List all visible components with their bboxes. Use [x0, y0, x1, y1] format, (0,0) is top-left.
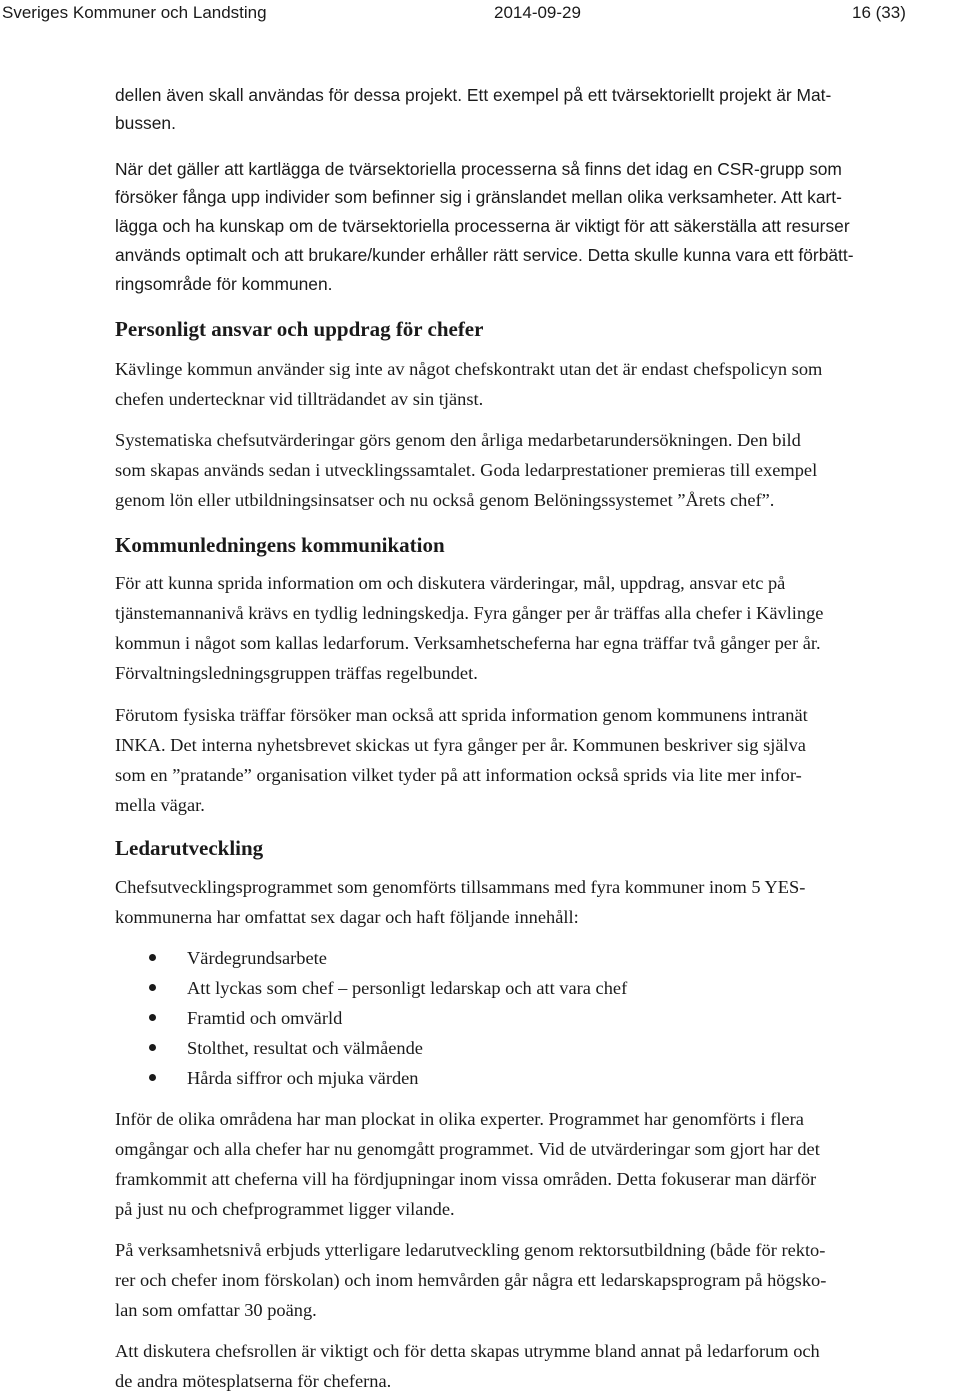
bullet-icon: [149, 1014, 156, 1021]
paragraph-line: På verksamhetsnivå erbjuds ytterligare ledarutveckling genom rektorsutbildning (både för rekto-: [115, 1240, 826, 1260]
paragraph-line: på just nu och chefprogrammet ligger vilande.: [115, 1199, 455, 1219]
paragraph-line: Förvaltningsledningsgruppen träffas regelbundet.: [115, 663, 478, 683]
paragraph-line: Förutom fysiska träffar försöker man också att sprida information genom kommunens intranät: [115, 705, 808, 725]
header-date: 2014-09-29: [494, 3, 581, 22]
paragraph-line: Systematiska chefsutvärderingar görs genom den årliga medarbetarundersökningen. Den bild: [115, 430, 801, 450]
paragraph-line: kommunerna har omfattat sex dagar och haft följande innehåll:: [115, 907, 579, 927]
intro-line: bussen.: [115, 113, 176, 133]
section-heading: Personligt ansvar och uppdrag för chefer: [115, 317, 484, 341]
paragraph-line: INKA. Det interna nyhetsbrevet skickas ut fyra gånger per år. Kommunen beskriver sig själva: [115, 735, 806, 755]
csr-paragraph-line: ringsområde för kommunen.: [115, 274, 333, 294]
bullet-icon: [149, 954, 156, 961]
intro-line: dellen även skall användas för dessa projekt. Ett exempel på ett tvärsektoriellt projekt är Mat-: [115, 85, 832, 105]
paragraph-line: tjänstemannanivå krävs en tydlig ledningskedja. Fyra gånger per år träffas alla chefer i Kävlinge: [115, 603, 824, 623]
list-item: Värdegrundsarbete: [187, 948, 327, 968]
paragraph-line: Inför de olika områdena har man plockat in olika experter. Programmet har genomförts i flera: [115, 1109, 804, 1129]
paragraph-line: genom lön eller utbildningsinsatser och nu också genom Belöningssystemet ”Årets chef”.: [115, 490, 775, 510]
paragraph-line: Kävlinge kommun använder sig inte av något chefskontrakt utan det är endast chefspolicyn som: [115, 359, 823, 379]
paragraph-line: kommun i något som kallas ledarforum. Verksamhetscheferna har egna träffar två gånger per år.: [115, 633, 821, 653]
section-heading: Ledarutveckling: [115, 836, 264, 860]
paragraph-line: framkommit att cheferna vill ha fördjupningar inom vissa områden. Detta fokuserar man därför: [115, 1169, 817, 1189]
section-heading: Kommunledningens kommunikation: [115, 533, 445, 557]
paragraph-line: som skapas används sedan i utvecklingssamtalet. Goda ledarprestationer premieras till exempel: [115, 460, 818, 480]
csr-paragraph-line: används optimalt och att brukare/kunder erhåller rätt service. Detta skulle kunna vara ett förbätt-: [115, 245, 854, 265]
bullet-icon: [149, 1074, 156, 1081]
paragraph-line: lan som omfattar 30 poäng.: [115, 1300, 317, 1320]
paragraph-line: som en ”pratande” organisation vilket tyder på att information också sprids via lite mer infor-: [115, 765, 802, 785]
paragraph-line: mella vägar.: [115, 795, 205, 815]
header-page-number: 16 (33): [852, 3, 906, 22]
paragraph-line: Att diskutera chefsrollen är viktigt och för detta skapas utrymme bland annat på ledarforum och: [115, 1341, 820, 1361]
bullet-icon: [149, 984, 156, 991]
bullet-icon: [149, 1044, 156, 1051]
csr-paragraph-line: lägga och ha kunskap om de tvärsektoriella processerna är viktigt för att säkerställa att resurser: [115, 216, 850, 236]
header-organization: Sveriges Kommuner och Landsting: [2, 3, 267, 22]
list-item: Stolthet, resultat och välmående: [187, 1038, 423, 1058]
list-item: Att lyckas som chef – personligt ledarskap och att vara chef: [187, 978, 628, 998]
paragraph-line: chefen undertecknar vid tillträdandet av sin tjänst.: [115, 389, 484, 409]
paragraph-line: omgångar och alla chefer har nu genomgått programmet. Vid de utvärderingar som gjort har det: [115, 1139, 820, 1159]
list-item: Framtid och omvärld: [187, 1008, 343, 1028]
page-header: [0, 0, 960, 30]
list-item: Hårda siffror och mjuka värden: [187, 1068, 419, 1088]
csr-paragraph-line: När det gäller att kartlägga de tvärsektoriella processerna så finns det idag en CSR-grupp som: [115, 159, 842, 179]
paragraph-line: För att kunna sprida information om och diskutera värderingar, mål, uppdrag, ansvar etc på: [115, 573, 786, 593]
paragraph-line: rer och chefer inom förskolan) och inom hemvården går några ett ledarskapsprogram på högsko-: [115, 1270, 827, 1290]
paragraph-line: de andra mötesplatserna för cheferna.: [115, 1371, 392, 1391]
paragraph-line: Chefsutvecklingsprogrammet som genomförts tillsammans med fyra kommuner inom 5 YES-: [115, 877, 806, 897]
csr-paragraph-line: försöker fånga upp individer som befinner sig i gränslandet mellan olika verksamheter. Att kart-: [115, 187, 842, 207]
